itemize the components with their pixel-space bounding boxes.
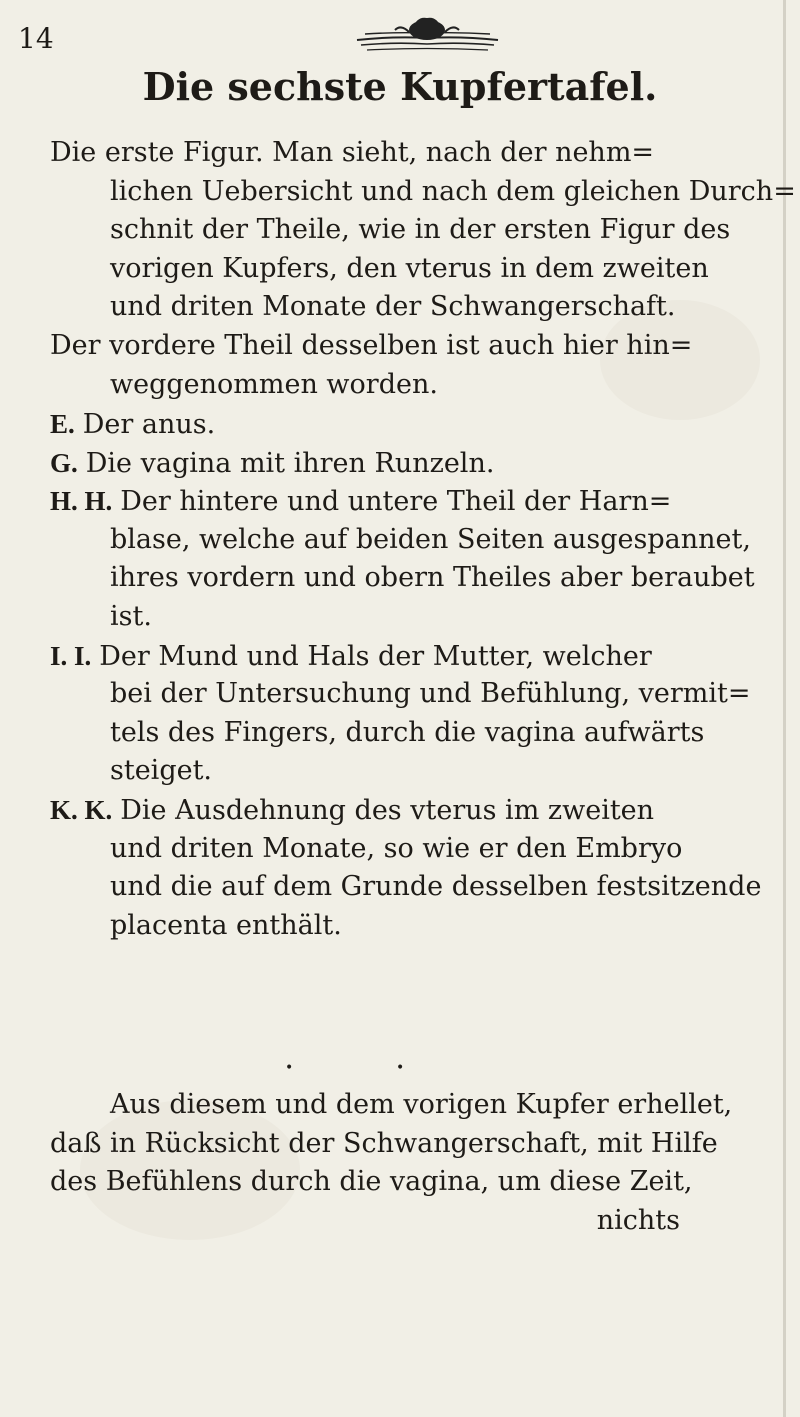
caption-label: H. H. — [50, 486, 113, 517]
caption-text: Der Mund und Hals der Mutter, welcher — [99, 640, 652, 672]
caption-label: K. K. — [50, 794, 113, 825]
page-heading: Die sechste Kupfertafel. — [142, 64, 658, 109]
caption-text: ihres vordern und obern Theiles aber beraubet — [110, 562, 755, 594]
text-line: schnit der Theile, wie in der ersten Figur des — [110, 214, 731, 246]
caption-text: Der hintere und untere Theil der Harn= — [120, 486, 672, 518]
print-speck: • — [396, 1060, 405, 1076]
page-edge-shadow — [783, 0, 786, 1417]
caption-h — [50, 482, 770, 521]
text-line: Aus diesem und dem vorigen Kupfer erhellet, — [110, 1089, 733, 1120]
figure-captions — [50, 405, 770, 945]
printer-ornament-icon — [355, 14, 500, 56]
caption-text: und die auf dem Grunde desselben festsitzende — [110, 871, 762, 903]
text-line: daß in Rücksicht der Schwangerschaft, mit Hilfe — [50, 1127, 718, 1159]
catchword: nichts — [596, 1204, 680, 1236]
caption-label: G. — [50, 447, 78, 478]
print-speck: • — [285, 1060, 294, 1076]
text-line: vorigen Kupfers, den vterus in dem zweiten — [110, 252, 709, 284]
page-number: 14 — [18, 22, 54, 55]
caption-text: ist. — [110, 600, 152, 632]
caption-text: Die Ausdehnung des vterus im zweiten — [120, 794, 655, 826]
caption-label: I. I. — [50, 640, 92, 671]
caption-text: tels des Fingers, durch die vagina aufwärts — [110, 716, 705, 748]
text-line: des Befühlens durch die vagina, um diese Zeit, — [50, 1166, 693, 1198]
caption-i — [50, 637, 770, 676]
caption-label: E. — [50, 409, 75, 439]
text-line: und driten Monate der Schwangerschaft. — [110, 291, 676, 323]
caption-text: placenta enthält. — [110, 909, 342, 941]
caption-text: blase, welche auf beiden Seiten ausgespannet, — [110, 523, 751, 555]
caption-e — [50, 405, 770, 444]
text-line: Die erste Figur. Man sieht, nach der nehm= — [50, 137, 655, 168]
caption-g — [50, 444, 770, 483]
caption-text: steiget. — [110, 755, 213, 787]
caption-text: Der anus. — [82, 409, 216, 440]
caption-text: bei der Untersuchung und Befühlung, vermit= — [110, 678, 751, 710]
closing-paragraph — [50, 1086, 770, 1240]
caption-text: und driten Monate, so wie er den Embryo — [110, 832, 683, 864]
text-line: Der vordere Theil desselben ist auch hier hin= — [50, 329, 693, 361]
text-line: weggenommen worden. — [110, 368, 438, 400]
caption-text: Die vagina mit ihren Runzeln. — [85, 447, 495, 479]
first-figure-paragraph — [50, 134, 796, 404]
caption-k — [50, 791, 770, 830]
text-line: lichen Uebersicht und nach dem gleichen Durch= — [110, 175, 796, 207]
